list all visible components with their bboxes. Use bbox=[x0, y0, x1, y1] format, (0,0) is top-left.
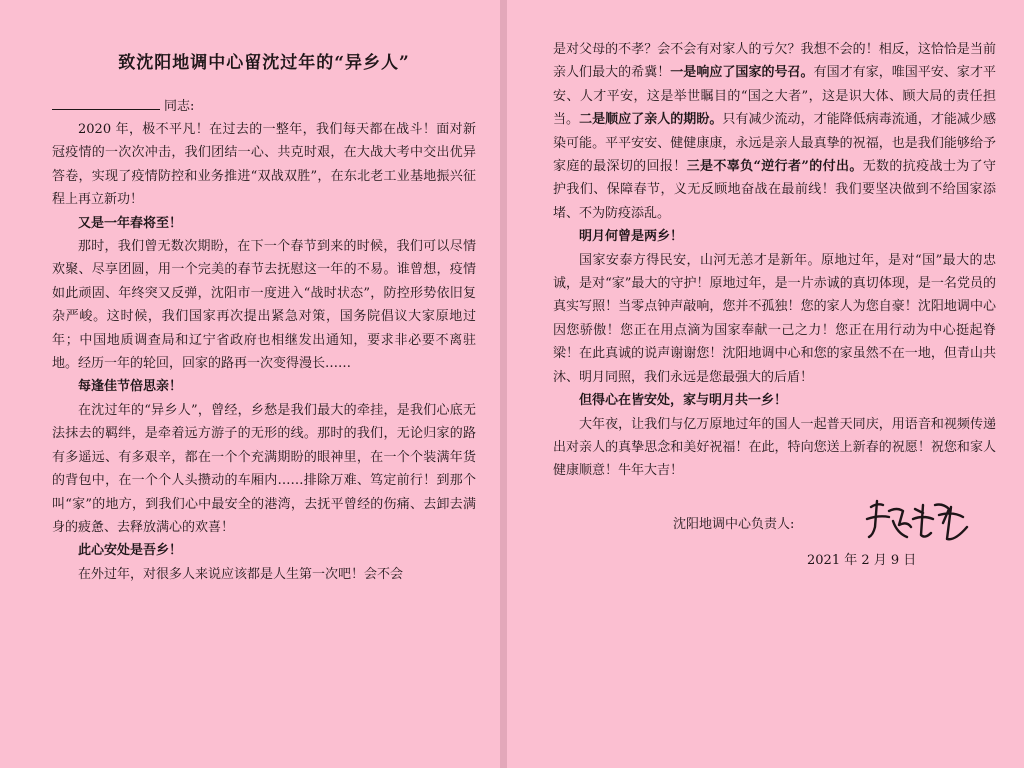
paragraph-first-time: 在外过年，对很多人来说应该都是人生第一次吧！会不会 bbox=[78, 566, 404, 582]
reason-three: 三是不辜负“逆行者”的付出。 bbox=[686, 159, 863, 175]
salutation-text: 同志: bbox=[164, 99, 195, 114]
reasons-text-d: 只有减少流动，才能降低病毒流通，才能减少感染可能。平平安安、健健康康，永远是亲人最真挚的祝福，也是我们能够给予家庭的最深切的回报！ bbox=[553, 112, 996, 175]
left-page bbox=[0, 0, 500, 768]
salutation bbox=[52, 95, 476, 118]
heading-homesick: 每逢佳节倍思亲！ bbox=[78, 379, 183, 395]
letter-date: 2021 年 2 月 9 日 bbox=[807, 552, 917, 568]
paragraph-new-year-wishes: 大年夜，让我们与亿万原地过年的国人一起普天同庆，用语音和视频传递出对亲人的真挚思念和美好祝福！在此，特向您送上新春的祝愿！祝您和家人健康顺意！牛年大吉！ bbox=[553, 416, 996, 479]
paragraph-expectation: 那时，我们曾无数次期盼，在下一个春节到来的时候，我们可以尽情欢聚、尽享团圆，用一个完美的春节去抚慰这一年的不易。谁曾想，疫情如此顽固、年终突又反弹，沈阳市一度进入“战时状态”，防控形势依旧复杂严峻。这时候，我们国家再次提出紧急对策，国务院倡议大家原地过年；中国地质调查局和辽宁省政府也相继发出通知，要求非必要不离驻地。经历一年的轮回，回家的路再一次变得漫长…… bbox=[52, 239, 476, 372]
reasons-text-e: 无数的抗疫战士为了守护我们、保障春节，义无反顾地奋战在最前线！我们要坚决做到不给国家添堵、不为防疫添乱。 bbox=[553, 159, 996, 221]
letter-title: 致沈阳地调中心留沈过年的“异乡人” bbox=[118, 53, 410, 73]
handwritten-signature bbox=[863, 497, 973, 547]
paragraph-intro: 2020 年，极不平凡！在过去的一整年，我们每天都在战斗！面对新冠疫情的一次次冲击，我们团结一心、共克时艰，在大战大考中交出优异答卷，实现了疫情防控和业务推进“双战双胜”，在东北老工业基地振兴征程上再立新功！ bbox=[52, 122, 476, 208]
reasons-text-a: 是对父母的不孝？会不会有对家人的亏欠？我想不会的！相反，这恰恰是当前亲人们最大的希冀！ bbox=[553, 42, 996, 81]
page-gutter bbox=[500, 0, 507, 768]
reason-one: 一是响应了国家的号召。 bbox=[670, 65, 814, 81]
heading-spring: 又是一年春将至！ bbox=[78, 215, 183, 231]
signer-label: 沈阳地调中心负责人: bbox=[673, 516, 795, 532]
reason-two: 二是顺应了亲人的期盼。 bbox=[579, 112, 723, 128]
signature-block bbox=[553, 497, 996, 567]
heading-one-home: 但得心在皆安处，家与明月共一乡！ bbox=[579, 393, 788, 409]
paragraph-homesick: 在沈过年的“异乡人”，曾经，乡愁是我们最大的牵挂，是我们心底无法抹去的羁绊，是牵着远方游子的无形的线。那时的我们，无论归家的路有多遥远、有多艰辛，都在一个个充满期盼的眼神里，在一个个装满年货的背包中，在一个个人头攒动的车厢内……排除万难、笃定前行！到那个叫“家”的地方，到我们心中最安全的港湾，去抚平曾经的伤痛、去卸去满身的疲惫、去释放满心的欢喜！ bbox=[52, 402, 476, 535]
reasons-text-c: 有国才有家，唯国平安、家才平安、人才平安，这是举世瞩目的“国之大者”，这是识大体、顾大局的责任担当。 bbox=[553, 65, 996, 128]
name-blank-line bbox=[52, 95, 160, 110]
heading-bright-moon: 明月何曾是两乡！ bbox=[579, 229, 684, 245]
heading-heart-at-ease: 此心安处是吾乡！ bbox=[78, 543, 183, 559]
right-page bbox=[507, 0, 1024, 768]
paragraph-loyalty: 国家安泰方得民安，山河无恙才是新年。原地过年，是对“国”最大的忠诚，是对“家”最大的守护！原地过年，是一片赤诚的真切体现，是一名党员的真实写照！当零点钟声敲响，您并不孤独！您的家人为您自豪！沈阳地调中心因您骄傲！您正在用点滴为国家奉献一己之力！您正在用行动为中心挺起脊梁！在此真诚的说声谢谢您！沈阳地调中心和您的家虽然不在一地，但青山共沐、明月同照，我们永远是您最强大的后盾！ bbox=[553, 252, 996, 385]
paragraph-reasons bbox=[553, 38, 996, 225]
